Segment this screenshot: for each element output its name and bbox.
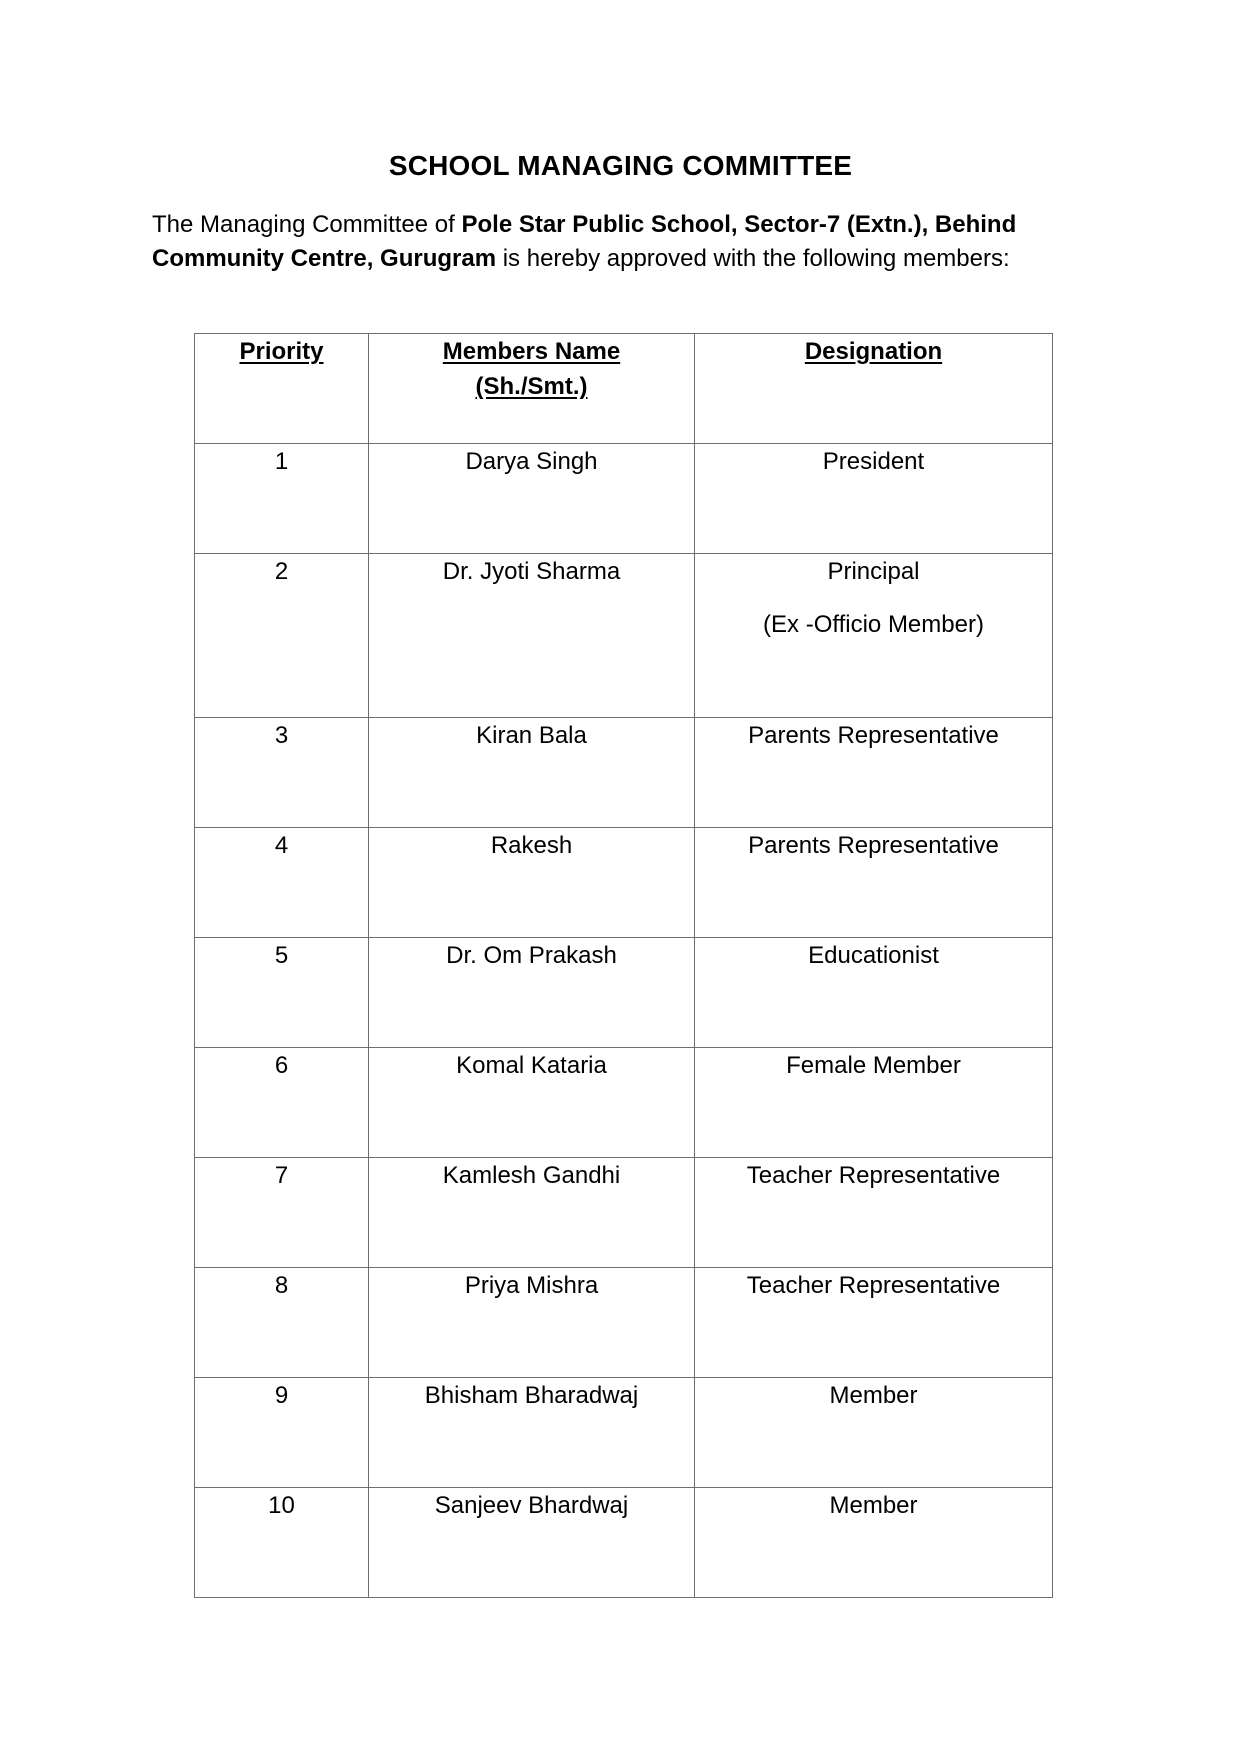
header-name-label: Members Name <box>442 338 621 365</box>
document-title: SCHOOL MANAGING COMMITTEE <box>388 150 853 181</box>
priority-value: 10 <box>268 1492 295 1519</box>
table-row <box>195 828 1053 938</box>
cell-priority <box>195 718 369 828</box>
cell-designation <box>695 554 1053 718</box>
designation-value: Parents Representative <box>748 722 999 749</box>
header-designation <box>695 334 1053 444</box>
cell-priority <box>195 1378 369 1488</box>
table-row <box>195 938 1053 1048</box>
cell-member-name <box>369 718 695 828</box>
intro-text-start: The Managing Committee of <box>152 211 462 238</box>
member-name: Dr. Om Prakash <box>446 942 617 969</box>
priority-value: 2 <box>274 558 289 585</box>
member-name: Kiran Bala <box>476 722 587 749</box>
intro-paragraph <box>152 208 1072 276</box>
priority-value: 4 <box>274 832 289 859</box>
designation-value: Parents Representative <box>748 832 999 859</box>
committee-table <box>194 333 1053 1598</box>
cell-member-name <box>369 444 695 554</box>
designation-value: Female Member <box>786 1052 961 1079</box>
priority-value: 5 <box>274 942 289 969</box>
cell-designation <box>695 1268 1053 1378</box>
cell-designation <box>695 828 1053 938</box>
cell-member-name <box>369 1488 695 1598</box>
member-name: Sanjeev Bhardwaj <box>434 1492 629 1519</box>
cell-designation <box>695 1158 1053 1268</box>
header-name-sublabel: (Sh./Smt.) <box>475 373 588 400</box>
designation-value: Member <box>829 1382 918 1409</box>
designation-note: (Ex -Officio Member) <box>763 611 984 638</box>
designation-value: Teacher Representative <box>746 1162 1001 1189</box>
header-priority-label: Priority <box>239 338 324 365</box>
priority-value: 6 <box>274 1052 289 1079</box>
cell-designation <box>695 938 1053 1048</box>
designation-value: Member <box>829 1492 918 1519</box>
designation-value: Teacher Representative <box>746 1272 1001 1299</box>
cell-member-name <box>369 938 695 1048</box>
cell-designation <box>695 1048 1053 1158</box>
priority-value: 1 <box>274 448 289 475</box>
member-name: Darya Singh <box>465 448 598 475</box>
header-designation-label: Designation <box>804 338 943 365</box>
table-row <box>195 1048 1053 1158</box>
cell-priority <box>195 828 369 938</box>
priority-value: 7 <box>274 1162 289 1189</box>
table-row <box>195 1488 1053 1598</box>
cell-designation <box>695 444 1053 554</box>
designation-value: Educationist <box>808 942 939 969</box>
member-name: Kamlesh Gandhi <box>442 1162 621 1189</box>
cell-designation <box>695 1488 1053 1598</box>
priority-value: 8 <box>274 1272 289 1299</box>
cell-priority <box>195 938 369 1048</box>
header-members-name <box>369 334 695 444</box>
cell-priority <box>195 1488 369 1598</box>
intro-text-end: is hereby approved with the following members: <box>496 245 1010 272</box>
member-name: Komal Kataria <box>456 1052 607 1079</box>
cell-designation <box>695 718 1053 828</box>
table-row <box>195 1158 1053 1268</box>
priority-value: 3 <box>274 722 289 749</box>
designation-value: Principal <box>827 558 920 585</box>
cell-member-name <box>369 1158 695 1268</box>
table-row <box>195 554 1053 718</box>
cell-priority <box>195 1158 369 1268</box>
designation-value: President <box>822 448 925 475</box>
member-name: Rakesh <box>490 832 573 859</box>
cell-member-name <box>369 1048 695 1158</box>
cell-member-name <box>369 828 695 938</box>
school-name: Pole Star Public School, Sector-7 (Extn.), Behind Community Centre, Gurugram <box>152 211 1017 272</box>
cell-member-name <box>369 554 695 718</box>
table-header-row <box>195 334 1053 444</box>
cell-priority <box>195 1268 369 1378</box>
table-row <box>195 444 1053 554</box>
priority-value: 9 <box>274 1382 289 1409</box>
cell-member-name <box>369 1378 695 1488</box>
member-name: Priya Mishra <box>464 1272 599 1299</box>
cell-designation <box>695 1378 1053 1488</box>
table-row <box>195 1268 1053 1378</box>
member-name: Dr. Jyoti Sharma <box>442 558 621 585</box>
table-row <box>195 1378 1053 1488</box>
cell-priority <box>195 554 369 718</box>
header-priority <box>195 334 369 444</box>
cell-member-name <box>369 1268 695 1378</box>
member-name: Bhisham Bharadwaj <box>424 1382 639 1409</box>
cell-priority <box>195 444 369 554</box>
cell-priority <box>195 1048 369 1158</box>
table-row <box>195 718 1053 828</box>
